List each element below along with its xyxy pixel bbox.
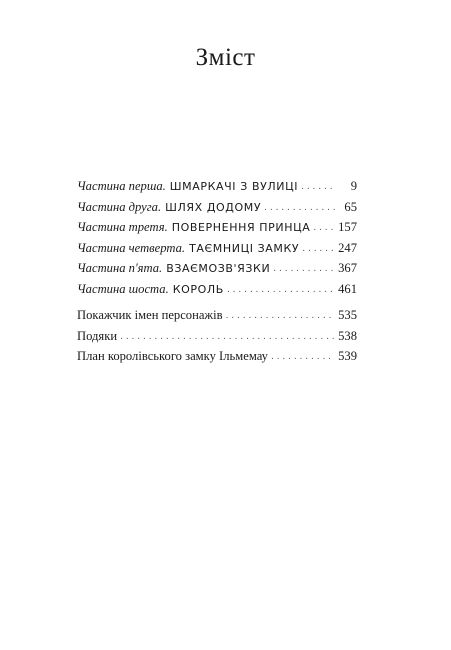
part-title: КОРОЛЬ [172, 282, 224, 296]
contents-title: Зміст [195, 44, 256, 71]
page-number: 539 [338, 349, 357, 363]
part-title: ВЗАЄМОЗВ'ЯЗКИ [166, 262, 271, 275]
page-number: 535 [338, 308, 357, 322]
part-title: ШЛЯХ ДОДОМУ [165, 200, 262, 214]
toc-entry[interactable] [77, 346, 357, 367]
toc-entry[interactable] [77, 238, 357, 259]
entry-title: План королівського замку Ільмемау [77, 349, 268, 363]
toc-entry[interactable] [77, 217, 357, 238]
part-title: ПОВЕРНЕННЯ ПРИНЦА [171, 221, 311, 234]
page-number: 247 [338, 240, 357, 255]
toc-entry[interactable] [77, 176, 357, 197]
dot-leader [120, 327, 334, 348]
dot-leader [226, 306, 335, 327]
part-label: Частина третя. [77, 220, 168, 234]
toc-entry[interactable] [77, 305, 357, 326]
entry-title: Покажчик імен персонажів [77, 308, 223, 322]
dot-leader [264, 198, 335, 219]
page-number: 65 [344, 199, 357, 214]
toc-appendix-list [77, 305, 357, 367]
part-label: Частина четверта. [77, 240, 186, 255]
part-label: Частина шоста. [77, 281, 169, 296]
dot-leader [273, 259, 334, 280]
part-title: ШМАРКАЧІ З ВУЛИЦІ [169, 180, 299, 193]
toc-parts-list [77, 176, 357, 299]
toc-entry[interactable] [77, 258, 357, 279]
page-number: 461 [338, 281, 357, 296]
dot-leader [302, 239, 334, 260]
dot-leader [301, 177, 335, 198]
toc-entry[interactable] [77, 279, 357, 300]
page-number: 538 [338, 328, 357, 343]
dot-leader [227, 280, 334, 301]
entry-title: Подяки [77, 328, 118, 343]
page-number: 9 [350, 179, 357, 193]
dot-leader [313, 218, 334, 239]
part-label: Частина п'ята. [77, 261, 163, 275]
toc-entry[interactable] [77, 197, 357, 218]
toc-entry[interactable] [77, 326, 357, 347]
dot-leader [271, 347, 334, 368]
page-number: 157 [338, 220, 357, 234]
page-number: 367 [338, 261, 357, 275]
part-title: ТАЄМНИЦІ ЗАМКУ [189, 241, 300, 255]
part-label: Частина перша. [77, 179, 166, 193]
part-label: Частина друга. [77, 199, 162, 214]
